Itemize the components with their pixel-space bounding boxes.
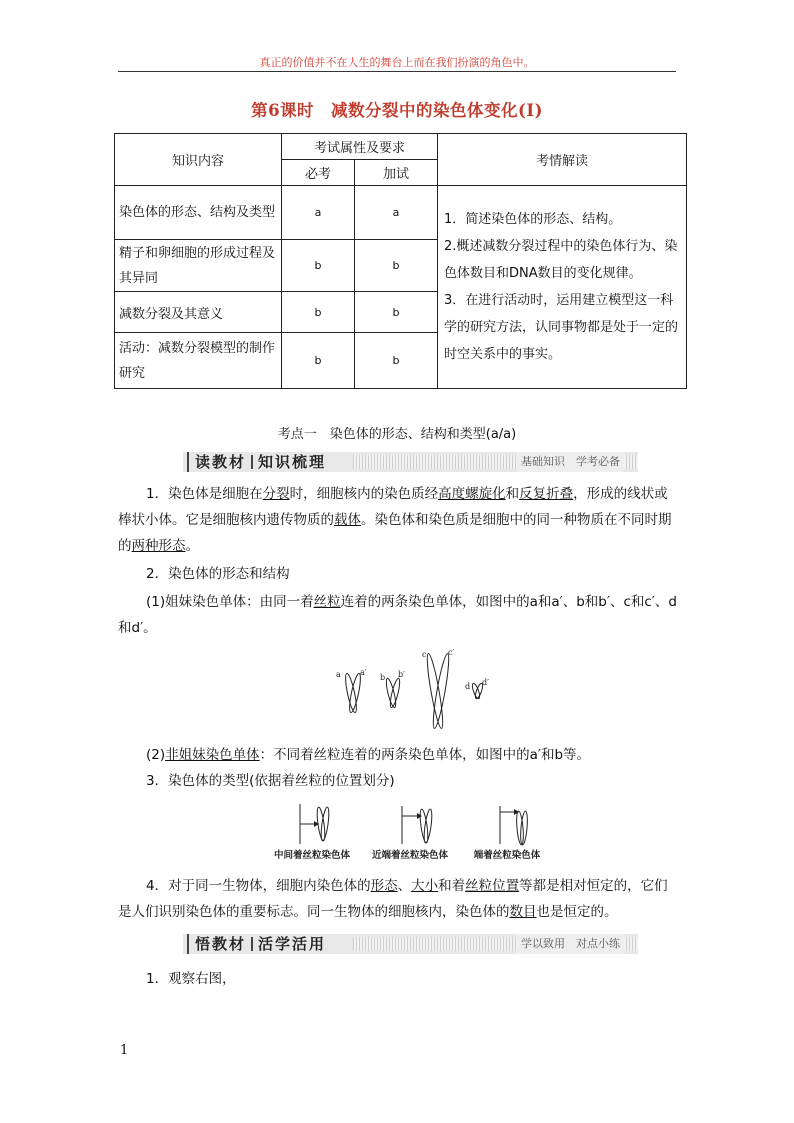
underlined-term: 数目 bbox=[509, 904, 537, 920]
text: 也是恒定的。 bbox=[536, 904, 618, 920]
banner-title-2: 活学活用 bbox=[258, 935, 327, 953]
row-advanced: b bbox=[355, 240, 438, 292]
header-rule bbox=[118, 71, 676, 72]
banner-title-1: 悟教材 bbox=[195, 935, 247, 953]
underlined-term: 反复折叠 bbox=[519, 486, 574, 502]
underlined-term: 载体 bbox=[334, 512, 361, 528]
label-b-prime: b′ bbox=[398, 670, 405, 679]
text: 、 bbox=[397, 878, 412, 894]
label-c: c bbox=[422, 650, 427, 659]
interpretation-cell bbox=[438, 186, 687, 389]
label-c-prime: c′ bbox=[448, 648, 455, 657]
banner-title-1: 读教材 bbox=[195, 453, 247, 471]
row-required: b bbox=[282, 292, 355, 333]
lesson-title: 第6课时 减数分裂中的染色体变化(Ⅰ) bbox=[251, 101, 543, 120]
col-header-attrs: 考试属性及要求 bbox=[282, 134, 438, 160]
banner-subtitle: 基础知识 学考必备 bbox=[517, 452, 624, 472]
paragraph-6 bbox=[118, 873, 678, 925]
arrowhead bbox=[417, 813, 422, 819]
underlined-term: 高度螺旋化 bbox=[438, 486, 506, 502]
section-title: 考点一 染色体的形态、结构和类型(a/a) bbox=[277, 427, 517, 442]
paragraph-7: 1．观察右图， bbox=[146, 971, 236, 987]
underlined-term: 丝粒 bbox=[313, 594, 341, 610]
text: 。 bbox=[185, 538, 199, 554]
banner-main bbox=[187, 452, 326, 472]
paragraph-4 bbox=[118, 742, 678, 768]
banner-subtitle: 学以致用 对点小练 bbox=[517, 934, 624, 954]
label-b: b bbox=[380, 673, 386, 682]
label-telocentric: 端着丝粒染色体 bbox=[473, 850, 541, 861]
banner-title-2: 知识梳理 bbox=[258, 453, 327, 471]
chromosome-types-figure bbox=[262, 800, 552, 866]
underlined-term: 分裂 bbox=[262, 486, 290, 502]
label-a: a bbox=[336, 670, 341, 679]
underlined-term: 两种形态 bbox=[131, 538, 186, 554]
row-required: b bbox=[282, 333, 355, 389]
page-header: 真正的价值并不在人生的舞台上而在我们扮演的角色中。 bbox=[259, 56, 535, 69]
text: (1)姐妹染色单体：由同一着 bbox=[146, 594, 314, 610]
text: ，形成的线状或棒状小体。它是细胞核内遗传物质的 bbox=[118, 486, 668, 528]
row-content: 活动：减数分裂模型的制作研究 bbox=[115, 333, 282, 389]
text: (2) bbox=[146, 747, 166, 763]
text: 时，细胞核内的染色质经 bbox=[289, 486, 439, 502]
col-header-required: 必考 bbox=[282, 160, 355, 186]
text: 4．对于同一生物体，细胞内染色体的 bbox=[146, 878, 371, 894]
interpretation-item: 1．简述染色体的形态、结构。 bbox=[444, 212, 622, 227]
text: 和着 bbox=[438, 878, 466, 894]
col-header-interpretation: 考情解读 bbox=[438, 134, 687, 186]
paragraph-1 bbox=[118, 481, 678, 559]
row-advanced: b bbox=[355, 292, 438, 333]
table-row bbox=[115, 186, 687, 240]
text: 等都是相对恒定的，它们是人们识别染色体的重要标志。同一生物体的细胞核内，染色体的 bbox=[118, 878, 668, 920]
row-content: 染色体的形态、结构及类型 bbox=[115, 186, 282, 240]
section-banner bbox=[183, 452, 638, 472]
section-banner bbox=[183, 934, 638, 954]
text: 连着的两条染色单体，如图中的a和a′、b和b′、c和c′、d和d′。 bbox=[118, 594, 677, 636]
row-required: a bbox=[282, 186, 355, 240]
col-header-advanced: 加试 bbox=[355, 160, 438, 186]
text: 和 bbox=[505, 486, 520, 502]
underlined-term: 丝粒位置 bbox=[465, 878, 520, 894]
label-metacentric: 中间着丝粒染色体 bbox=[273, 850, 351, 861]
interpretation-item: 3．在进行活动时，运用建立模型这一科学的研究方法，认同事物都是处于一定的时空关系中的事实。 bbox=[444, 293, 679, 362]
row-advanced: a bbox=[355, 186, 438, 240]
banner-separator bbox=[251, 937, 253, 951]
col-header-knowledge: 知识内容 bbox=[115, 134, 282, 186]
sister-chromatid-figure bbox=[330, 645, 500, 737]
label-submetacentric: 近端着丝粒染色体 bbox=[371, 850, 449, 861]
row-advanced: b bbox=[355, 333, 438, 389]
row-content: 精子和卵细胞的形成过程及其异同 bbox=[115, 240, 282, 292]
underlined-term: 形态 bbox=[370, 878, 398, 894]
requirements-table bbox=[114, 133, 687, 389]
text: ：不同着丝粒连着的两条染色单体，如图中的a′和b等。 bbox=[259, 747, 591, 763]
label-d: d bbox=[465, 682, 471, 691]
row-required: b bbox=[282, 240, 355, 292]
row-content: 减数分裂及其意义 bbox=[115, 292, 282, 333]
text: 。染色体和染色质是细胞中的同一种物质在不同时期的 bbox=[118, 512, 672, 554]
paragraph-5: 3．染色体的类型(依据着丝粒的位置划分) bbox=[146, 773, 395, 789]
page-number: 1 bbox=[120, 1043, 129, 1058]
banner-main bbox=[187, 934, 326, 954]
underlined-term: 大小 bbox=[411, 878, 439, 894]
banner-separator bbox=[251, 455, 253, 469]
label-a-prime: a′ bbox=[360, 668, 367, 677]
paragraph-3 bbox=[118, 589, 678, 641]
interpretation-item: 2.概述减数分裂过程中的染色体行为、染色体数目和DNA数目的变化规律。 bbox=[444, 239, 678, 281]
label-d-prime: d′ bbox=[482, 678, 489, 687]
underlined-term: 非姐妹染色单体 bbox=[165, 747, 260, 763]
text: 1．染色体是细胞在 bbox=[146, 486, 263, 502]
paragraph-2: 2．染色体的形态和结构 bbox=[146, 566, 290, 582]
